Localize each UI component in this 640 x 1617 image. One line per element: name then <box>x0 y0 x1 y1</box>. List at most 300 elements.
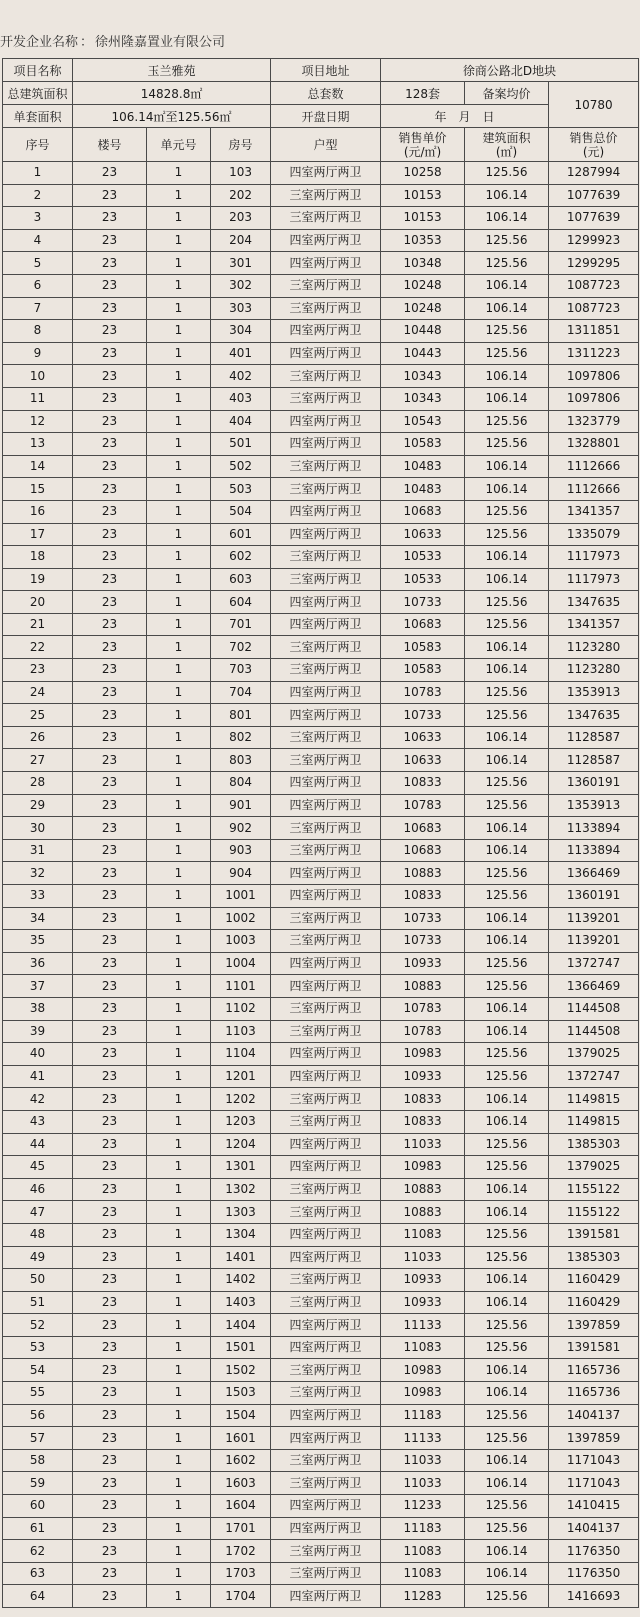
cell-unit-price: 10153 <box>381 207 465 230</box>
cell-area: 125.56 <box>465 500 549 523</box>
cell-room: 1701 <box>211 1517 271 1540</box>
cell-building: 23 <box>73 297 147 320</box>
cell-seq: 53 <box>3 1336 73 1359</box>
table-row <box>3 862 639 885</box>
cell-unit-price: 10833 <box>381 885 465 908</box>
cell-seq: 12 <box>3 410 73 433</box>
open-date-label: 开盘日期 <box>271 105 381 128</box>
cell-unit: 1 <box>147 1517 211 1540</box>
cell-unit-price: 10883 <box>381 975 465 998</box>
table-row <box>3 591 639 614</box>
cell-area: 125.56 <box>465 1517 549 1540</box>
cell-area: 125.56 <box>465 862 549 885</box>
table-row <box>3 1223 639 1246</box>
cell-total: 1353913 <box>549 681 639 704</box>
cell-building: 23 <box>73 591 147 614</box>
cell-unit: 1 <box>147 568 211 591</box>
cell-building: 23 <box>73 1585 147 1608</box>
cell-unit: 1 <box>147 681 211 704</box>
cell-total: 1117973 <box>549 568 639 591</box>
table-row <box>3 1133 639 1156</box>
cell-room: 1103 <box>211 1020 271 1043</box>
cell-unit: 1 <box>147 1065 211 1088</box>
unit-area-label: 单套面积 <box>3 105 73 128</box>
cell-room: 904 <box>211 862 271 885</box>
cell-layout: 四室两厅两卫 <box>271 523 381 546</box>
cell-area: 125.56 <box>465 1246 549 1269</box>
cell-seq: 32 <box>3 862 73 885</box>
cell-unit-price: 10733 <box>381 704 465 727</box>
cell-building: 23 <box>73 1201 147 1224</box>
cell-layout: 三室两厅两卫 <box>271 636 381 659</box>
cell-area: 125.56 <box>465 952 549 975</box>
cell-layout: 四室两厅两卫 <box>271 500 381 523</box>
cell-total: 1353913 <box>549 794 639 817</box>
cell-area: 125.56 <box>465 1427 549 1450</box>
cell-total: 1128587 <box>549 726 639 749</box>
cell-unit-price: 10633 <box>381 749 465 772</box>
cell-seq: 21 <box>3 613 73 636</box>
cell-total: 1360191 <box>549 772 639 795</box>
table-row <box>3 568 639 591</box>
cell-layout: 三室两厅两卫 <box>271 365 381 388</box>
cell-unit-price: 10833 <box>381 1088 465 1111</box>
cell-total: 1139201 <box>549 930 639 953</box>
cell-seq: 26 <box>3 726 73 749</box>
cell-seq: 18 <box>3 546 73 569</box>
cell-room: 901 <box>211 794 271 817</box>
table-row <box>3 478 639 501</box>
cell-building: 23 <box>73 726 147 749</box>
table-row <box>3 1043 639 1066</box>
cell-room: 202 <box>211 184 271 207</box>
cell-total: 1404137 <box>549 1404 639 1427</box>
cell-unit-price: 10343 <box>381 365 465 388</box>
cell-total: 1097806 <box>549 387 639 410</box>
cell-total: 1299295 <box>549 252 639 275</box>
cell-room: 1604 <box>211 1495 271 1518</box>
cell-unit-price: 10983 <box>381 1382 465 1405</box>
cell-total: 1077639 <box>549 184 639 207</box>
developer-label: 开发企业名称 <box>0 35 79 50</box>
cell-unit: 1 <box>147 591 211 614</box>
cell-building: 23 <box>73 1110 147 1133</box>
cell-unit: 1 <box>147 1540 211 1563</box>
cell-building: 23 <box>73 794 147 817</box>
table-row <box>3 1088 639 1111</box>
cell-unit-price: 10448 <box>381 320 465 343</box>
cell-room: 803 <box>211 749 271 772</box>
cell-unit: 1 <box>147 1110 211 1133</box>
cell-unit: 1 <box>147 952 211 975</box>
cell-building: 23 <box>73 568 147 591</box>
cell-unit: 1 <box>147 1472 211 1495</box>
cell-area: 106.14 <box>465 1382 549 1405</box>
cell-total: 1410415 <box>549 1495 639 1518</box>
cell-unit: 1 <box>147 1043 211 1066</box>
cell-building: 23 <box>73 1336 147 1359</box>
cell-area: 125.56 <box>465 704 549 727</box>
cell-layout: 四室两厅两卫 <box>271 1427 381 1450</box>
cell-room: 1304 <box>211 1223 271 1246</box>
cell-layout: 四室两厅两卫 <box>271 772 381 795</box>
table-row <box>3 1517 639 1540</box>
cell-area: 125.56 <box>465 1336 549 1359</box>
cell-layout: 三室两厅两卫 <box>271 1540 381 1563</box>
info-row-3 <box>3 105 639 128</box>
table-row <box>3 455 639 478</box>
cell-unit-price: 10258 <box>381 162 465 185</box>
cell-seq: 30 <box>3 817 73 840</box>
cell-layout: 四室两厅两卫 <box>271 1336 381 1359</box>
cell-room: 302 <box>211 274 271 297</box>
cell-layout: 四室两厅两卫 <box>271 885 381 908</box>
cell-layout: 三室两厅两卫 <box>271 1088 381 1111</box>
cell-unit: 1 <box>147 1404 211 1427</box>
cell-total: 1360191 <box>549 885 639 908</box>
cell-area: 125.56 <box>465 162 549 185</box>
total-units-label: 总套数 <box>271 82 381 105</box>
cell-unit: 1 <box>147 387 211 410</box>
cell-total: 1385303 <box>549 1133 639 1156</box>
cell-area: 106.14 <box>465 184 549 207</box>
cell-room: 1102 <box>211 997 271 1020</box>
cell-seq: 17 <box>3 523 73 546</box>
cell-building: 23 <box>73 997 147 1020</box>
cell-area: 106.14 <box>465 1562 549 1585</box>
table-row <box>3 1201 639 1224</box>
cell-unit-price: 10683 <box>381 500 465 523</box>
cell-layout: 三室两厅两卫 <box>271 1382 381 1405</box>
table-row <box>3 1178 639 1201</box>
cell-unit: 1 <box>147 613 211 636</box>
cell-area: 106.14 <box>465 297 549 320</box>
cell-seq: 60 <box>3 1495 73 1518</box>
cell-seq: 29 <box>3 794 73 817</box>
cell-unit-price: 11083 <box>381 1562 465 1585</box>
cell-unit: 1 <box>147 1020 211 1043</box>
cell-layout: 四室两厅两卫 <box>271 229 381 252</box>
info-row-2 <box>3 82 639 105</box>
cell-total: 1144508 <box>549 1020 639 1043</box>
cell-seq: 48 <box>3 1223 73 1246</box>
cell-room: 804 <box>211 772 271 795</box>
cell-seq: 24 <box>3 681 73 704</box>
cell-building: 23 <box>73 365 147 388</box>
cell-room: 1602 <box>211 1449 271 1472</box>
cell-layout: 三室两厅两卫 <box>271 749 381 772</box>
cell-building: 23 <box>73 1495 147 1518</box>
table-row <box>3 1427 639 1450</box>
cell-seq: 61 <box>3 1517 73 1540</box>
cell-layout: 三室两厅两卫 <box>271 1178 381 1201</box>
col-room: 房号 <box>211 128 271 162</box>
col-area: 建筑面积 (㎡) <box>465 128 549 162</box>
cell-layout: 四室两厅两卫 <box>271 1043 381 1066</box>
cell-building: 23 <box>73 1359 147 1382</box>
cell-seq: 2 <box>3 184 73 207</box>
cell-total: 1299923 <box>549 229 639 252</box>
table-row <box>3 252 639 275</box>
cell-room: 504 <box>211 500 271 523</box>
cell-total: 1087723 <box>549 297 639 320</box>
cell-unit-price: 11233 <box>381 1495 465 1518</box>
cell-layout: 三室两厅两卫 <box>271 568 381 591</box>
cell-area: 106.14 <box>465 636 549 659</box>
cell-area: 106.14 <box>465 1201 549 1224</box>
total-units-value: 128套 <box>381 82 465 105</box>
cell-seq: 27 <box>3 749 73 772</box>
cell-building: 23 <box>73 907 147 930</box>
cell-unit: 1 <box>147 975 211 998</box>
cell-total: 1311851 <box>549 320 639 343</box>
cell-total: 1077639 <box>549 207 639 230</box>
cell-layout: 三室两厅两卫 <box>271 659 381 682</box>
cell-unit-price: 10248 <box>381 297 465 320</box>
cell-unit: 1 <box>147 907 211 930</box>
cell-building: 23 <box>73 1020 147 1043</box>
cell-seq: 3 <box>3 207 73 230</box>
cell-total: 1155122 <box>549 1178 639 1201</box>
cell-room: 801 <box>211 704 271 727</box>
cell-total: 1171043 <box>549 1472 639 1495</box>
cell-area: 106.14 <box>465 546 549 569</box>
cell-area: 125.56 <box>465 229 549 252</box>
cell-room: 103 <box>211 162 271 185</box>
cell-layout: 三室两厅两卫 <box>271 1269 381 1292</box>
cell-room: 1303 <box>211 1201 271 1224</box>
cell-seq: 45 <box>3 1156 73 1179</box>
project-name-label: 项目名称 <box>3 59 73 82</box>
table-row <box>3 1156 639 1179</box>
cell-room: 1503 <box>211 1382 271 1405</box>
cell-unit: 1 <box>147 1178 211 1201</box>
cell-unit: 1 <box>147 772 211 795</box>
cell-total: 1123280 <box>549 636 639 659</box>
cell-building: 23 <box>73 1314 147 1337</box>
cell-unit-price: 11133 <box>381 1314 465 1337</box>
cell-seq: 19 <box>3 568 73 591</box>
cell-room: 1704 <box>211 1585 271 1608</box>
cell-building: 23 <box>73 1517 147 1540</box>
table-row <box>3 930 639 953</box>
cell-unit-price: 10533 <box>381 546 465 569</box>
cell-room: 404 <box>211 410 271 433</box>
table-row <box>3 207 639 230</box>
cell-unit: 1 <box>147 1382 211 1405</box>
cell-unit: 1 <box>147 1291 211 1314</box>
cell-unit-price: 10933 <box>381 1065 465 1088</box>
table-row <box>3 1404 639 1427</box>
cell-unit: 1 <box>147 478 211 501</box>
cell-unit-price: 10783 <box>381 681 465 704</box>
cell-area: 125.56 <box>465 1404 549 1427</box>
cell-area: 125.56 <box>465 772 549 795</box>
cell-area: 125.56 <box>465 433 549 456</box>
cell-unit: 1 <box>147 342 211 365</box>
table-row <box>3 1110 639 1133</box>
cell-total: 1117973 <box>549 546 639 569</box>
cell-total: 1287994 <box>549 162 639 185</box>
cell-area: 125.56 <box>465 410 549 433</box>
cell-area: 106.14 <box>465 817 549 840</box>
cell-total: 1160429 <box>549 1291 639 1314</box>
cell-unit-price: 10248 <box>381 274 465 297</box>
cell-unit-price: 10153 <box>381 184 465 207</box>
cell-layout: 四室两厅两卫 <box>271 952 381 975</box>
cell-unit-price: 10543 <box>381 410 465 433</box>
cell-building: 23 <box>73 839 147 862</box>
cell-area: 106.14 <box>465 387 549 410</box>
cell-room: 704 <box>211 681 271 704</box>
cell-area: 125.56 <box>465 1495 549 1518</box>
cell-unit-price: 11033 <box>381 1133 465 1156</box>
cell-room: 1501 <box>211 1336 271 1359</box>
cell-unit-price: 11283 <box>381 1585 465 1608</box>
cell-area: 106.14 <box>465 274 549 297</box>
cell-room: 1204 <box>211 1133 271 1156</box>
table-row <box>3 500 639 523</box>
cell-area: 106.14 <box>465 997 549 1020</box>
cell-room: 502 <box>211 455 271 478</box>
cell-unit: 1 <box>147 1314 211 1337</box>
cell-building: 23 <box>73 704 147 727</box>
cell-unit: 1 <box>147 704 211 727</box>
cell-unit: 1 <box>147 546 211 569</box>
cell-total: 1372747 <box>549 952 639 975</box>
cell-building: 23 <box>73 184 147 207</box>
cell-building: 23 <box>73 885 147 908</box>
cell-total: 1087723 <box>549 274 639 297</box>
cell-unit-price: 10783 <box>381 997 465 1020</box>
cell-unit-price: 10533 <box>381 568 465 591</box>
cell-area: 125.56 <box>465 1585 549 1608</box>
cell-room: 1301 <box>211 1156 271 1179</box>
cell-room: 1703 <box>211 1562 271 1585</box>
table-row <box>3 659 639 682</box>
cell-room: 203 <box>211 207 271 230</box>
cell-room: 1603 <box>211 1472 271 1495</box>
table-body <box>3 162 639 1608</box>
table-row <box>3 975 639 998</box>
cell-area: 125.56 <box>465 1065 549 1088</box>
cell-area: 106.14 <box>465 1472 549 1495</box>
cell-seq: 64 <box>3 1585 73 1608</box>
cell-layout: 三室两厅两卫 <box>271 1291 381 1314</box>
cell-seq: 33 <box>3 885 73 908</box>
cell-area: 106.14 <box>465 1088 549 1111</box>
cell-seq: 14 <box>3 455 73 478</box>
table-row <box>3 297 639 320</box>
cell-seq: 40 <box>3 1043 73 1066</box>
cell-unit: 1 <box>147 885 211 908</box>
col-total: 销售总价 (元) <box>549 128 639 162</box>
cell-building: 23 <box>73 975 147 998</box>
cell-total: 1341357 <box>549 613 639 636</box>
cell-building: 23 <box>73 1246 147 1269</box>
cell-total: 1347635 <box>549 704 639 727</box>
table-row <box>3 817 639 840</box>
cell-area: 106.14 <box>465 839 549 862</box>
cell-unit-price: 10833 <box>381 1110 465 1133</box>
table-row <box>3 952 639 975</box>
table-row <box>3 681 639 704</box>
cell-seq: 54 <box>3 1359 73 1382</box>
cell-layout: 三室两厅两卫 <box>271 997 381 1020</box>
cell-seq: 23 <box>3 659 73 682</box>
cell-seq: 55 <box>3 1382 73 1405</box>
cell-area: 125.56 <box>465 794 549 817</box>
cell-building: 23 <box>73 1133 147 1156</box>
cell-room: 1404 <box>211 1314 271 1337</box>
cell-unit: 1 <box>147 433 211 456</box>
cell-seq: 28 <box>3 772 73 795</box>
cell-seq: 41 <box>3 1065 73 1088</box>
cell-room: 403 <box>211 387 271 410</box>
cell-building: 23 <box>73 1065 147 1088</box>
cell-room: 402 <box>211 365 271 388</box>
cell-building: 23 <box>73 952 147 975</box>
table-row <box>3 184 639 207</box>
cell-layout: 三室两厅两卫 <box>271 839 381 862</box>
cell-unit-price: 10348 <box>381 252 465 275</box>
cell-layout: 四室两厅两卫 <box>271 1246 381 1269</box>
cell-building: 23 <box>73 410 147 433</box>
cell-seq: 6 <box>3 274 73 297</box>
cell-total: 1128587 <box>549 749 639 772</box>
cell-room: 1401 <box>211 1246 271 1269</box>
cell-area: 125.56 <box>465 252 549 275</box>
cell-room: 303 <box>211 297 271 320</box>
cell-total: 1379025 <box>549 1043 639 1066</box>
cell-unit-price: 10343 <box>381 387 465 410</box>
cell-area: 125.56 <box>465 1314 549 1337</box>
cell-building: 23 <box>73 1427 147 1450</box>
cell-building: 23 <box>73 1404 147 1427</box>
cell-room: 1502 <box>211 1359 271 1382</box>
cell-building: 23 <box>73 320 147 343</box>
cell-room: 304 <box>211 320 271 343</box>
cell-area: 106.14 <box>465 726 549 749</box>
table-row <box>3 342 639 365</box>
cell-unit-price: 10933 <box>381 1291 465 1314</box>
table-row <box>3 726 639 749</box>
cell-room: 1403 <box>211 1291 271 1314</box>
avg-price-value: 10780 <box>549 82 639 128</box>
cell-layout: 四室两厅两卫 <box>271 613 381 636</box>
cell-room: 903 <box>211 839 271 862</box>
table-row <box>3 704 639 727</box>
table-row <box>3 772 639 795</box>
cell-area: 125.56 <box>465 885 549 908</box>
cell-total: 1311223 <box>549 342 639 365</box>
cell-unit-price: 10983 <box>381 1156 465 1179</box>
table-row <box>3 546 639 569</box>
address-value: 徐商公路北D地块 <box>381 59 639 82</box>
cell-layout: 四室两厅两卫 <box>271 1314 381 1337</box>
table-row <box>3 1336 639 1359</box>
cell-building: 23 <box>73 862 147 885</box>
cell-unit: 1 <box>147 184 211 207</box>
cell-unit: 1 <box>147 1427 211 1450</box>
cell-seq: 20 <box>3 591 73 614</box>
cell-total: 1372747 <box>549 1065 639 1088</box>
cell-seq: 57 <box>3 1427 73 1450</box>
cell-layout: 四室两厅两卫 <box>271 162 381 185</box>
cell-unit: 1 <box>147 274 211 297</box>
cell-room: 1203 <box>211 1110 271 1133</box>
cell-unit: 1 <box>147 1269 211 1292</box>
